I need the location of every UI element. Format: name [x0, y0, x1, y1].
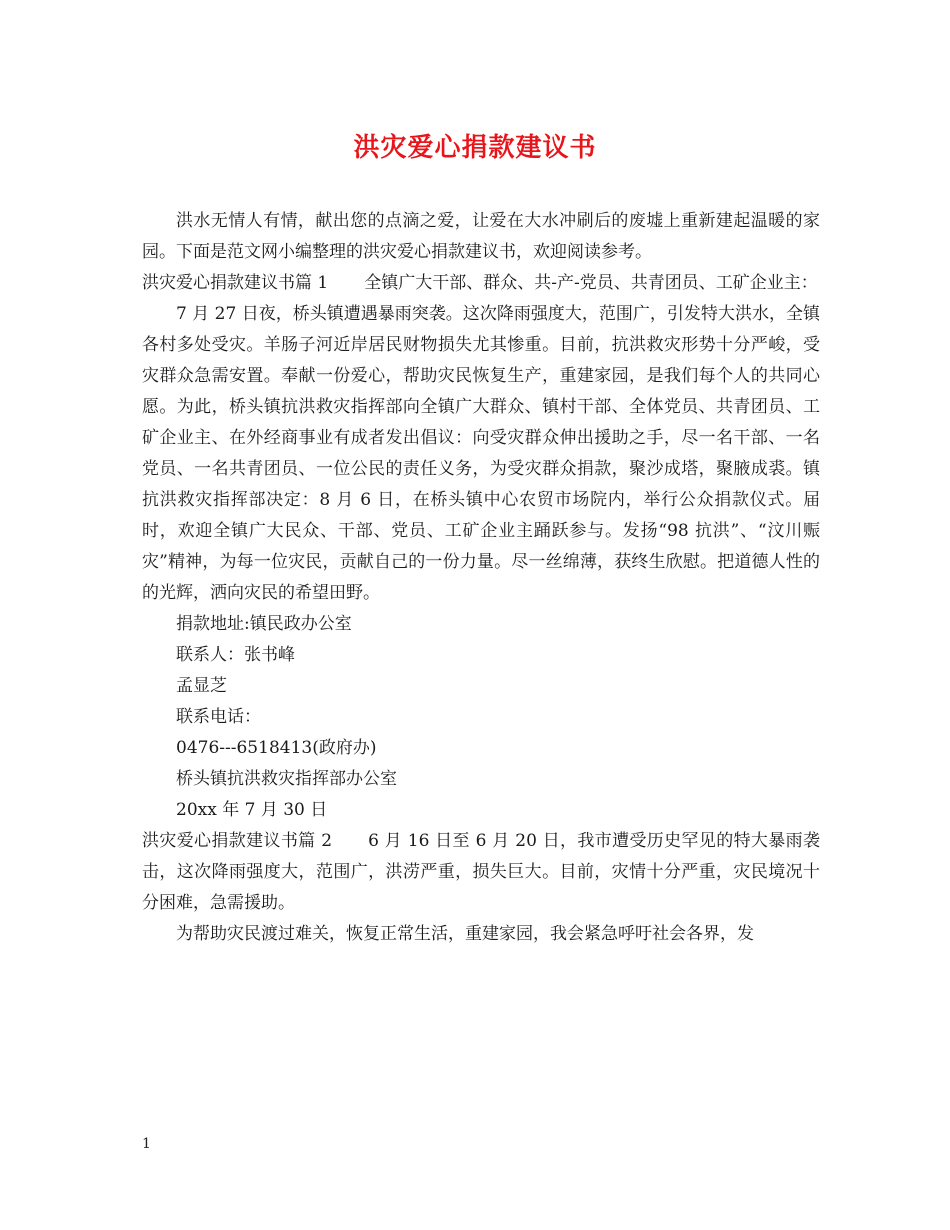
article2-body-paragraph-2: 为帮助灾民渡过难关，恢复正常生活，重建家园，我会紧急呼吁社会各界，发 — [176, 924, 754, 944]
article1-heading: 洪灾爱心捐款建议书篇 1 — [142, 273, 329, 293]
signature-office: 桥头镇抗洪救灾指挥部办公室 — [176, 769, 397, 789]
contact-person-2: 孟显芝 — [176, 676, 227, 696]
document-title: 洪灾爱心捐款建议书 — [353, 133, 597, 163]
article1-salutation: 全镇广大干部、群众、共-产-党员、共青团员、工矿企业主： — [364, 273, 818, 293]
phone-label: 联系电话： — [176, 707, 261, 727]
document-body — [142, 206, 820, 950]
article2-body: 6 月 16 日至 6 月 20 日，我市遭受历史罕见的特大暴雨袭击，这次降雨强度大，范围广，洪涝严重，损失巨大。目前，灾情十分严重，灾民境况十分困难，急需援助。 — [142, 831, 820, 913]
intro-paragraph: 洪水无情人有情，献出您的点滴之爱，让爱在大水冲刷后的废墟上重新建起温暖的家园。下面是范文网小编整理的洪灾爱心捐款建议书，欢迎阅读参考。 — [142, 211, 820, 262]
page-number: 1 — [142, 1136, 151, 1152]
article2-heading: 洪灾爱心捐款建议书篇 2 — [142, 831, 333, 851]
donation-address: 捐款地址:镇民政办公室 — [176, 614, 352, 634]
contact-person: 联系人：张书峰 — [176, 645, 295, 665]
phone-number: 0476---6518413(政府办) — [176, 738, 377, 758]
article2-paragraph — [142, 826, 820, 919]
signature-date: 20xx 年 7 月 30 日 — [176, 800, 328, 820]
article1-body-paragraph: 7 月 27 日夜，桥头镇遭遇暴雨突袭。这次降雨强度大，范围广，引发特大洪水，全镇各村多处受灾。羊肠子河近岸居民财物损失尤其惨重。目前，抗洪救灾形势十分严峻，受灾群众急需安置。奉献一份爱心，帮助灾民恢复生产，重建家园，是我们每个人的共同心愿。为此，桥头镇抗洪救灾指挥部向全镇广大群众、镇村干部、全体党员、共青团员、工矿企业主、在外经商事业有成者发出倡议：向受灾群众伸出援助之手，尽一名干部、一名党员、一名共青团员、一位公民的责任义务，为受灾群众捐款，聚沙成塔，聚腋成裘。镇抗洪救灾指挥部决定：8 月 6 日，在桥头镇中心农贸市场院内，举行公众捐款仪式。届时，欢迎全镇广大民众、干部、党员、工矿企业主踊跃参与。发扬“98 抗洪”、“汶川赈灾”精神，为每一位灾民，贡献自己的一份力量。尽一丝绵薄，获终生欣慰。把道德人性的的光辉，洒向灾民的希望田野。 — [142, 304, 820, 603]
article1-heading-line — [142, 268, 820, 299]
